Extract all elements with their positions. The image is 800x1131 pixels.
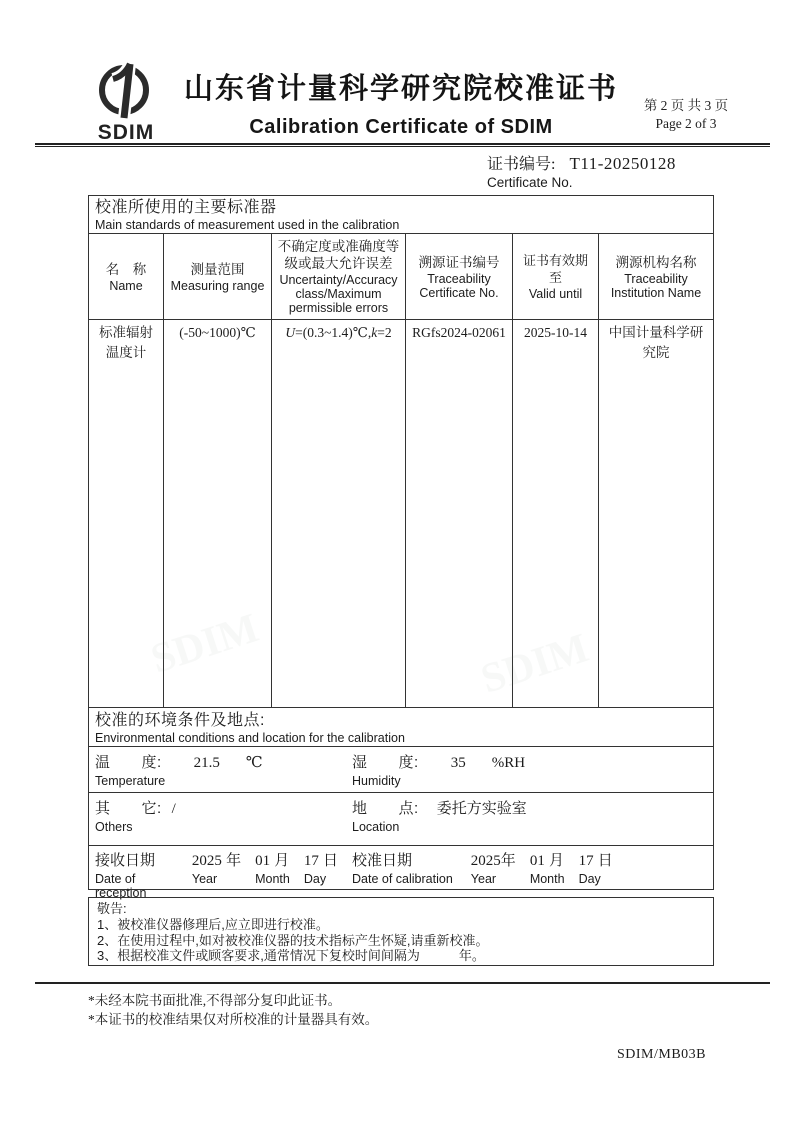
reception-day: 17	[303, 853, 319, 869]
cell-traceability-no: RGfs2024-02061	[405, 320, 512, 707]
main-table	[88, 195, 714, 900]
page-number-en: Page 2 of 3	[655, 116, 717, 131]
column-header-range: 测量范围 Measuring range	[163, 234, 271, 319]
notice-item-3: 3、根据校准文件或顾客要求,通常情况下复校时间间隔为 年。	[97, 948, 485, 964]
notice-item-1: 1、被校准仪器修理后,应立即进行校准。	[97, 916, 329, 932]
footer-divider	[35, 982, 770, 984]
standards-title-cn: 校准所使用的主要标准器	[95, 199, 277, 216]
temperature-humidity-row	[89, 746, 713, 792]
standards-section-title	[89, 196, 713, 233]
temperature-value: 21.5	[193, 755, 220, 771]
document-title-block	[176, 66, 626, 139]
standards-title-en: Main standards of measurement used in the calibration	[95, 218, 400, 232]
others-value: /	[171, 801, 176, 817]
cell-valid-until: 2025-10-14	[512, 320, 598, 707]
reception-year: 2025	[191, 853, 222, 869]
calibration-day: 17	[578, 853, 594, 869]
footnotes	[88, 991, 378, 1029]
column-header-name: 名 称 Name	[105, 261, 147, 293]
humidity-value: 35	[450, 755, 466, 771]
column-header-traceability-no: 溯源证书编号 Traceability Certificate No.	[405, 234, 512, 319]
page-number	[628, 97, 744, 133]
form-code: SDIM/MB03B	[617, 1047, 707, 1062]
standards-data-row	[89, 319, 713, 707]
others-field: 其 它: / Others	[95, 800, 176, 834]
dates-row	[89, 845, 713, 900]
cell-uncertainty: U=(0.3~1.4)℃,k=2	[271, 320, 405, 707]
cell-measuring-range: (-50~1000)℃	[163, 320, 271, 707]
environment-section-title	[89, 707, 713, 746]
date-of-reception: 接收日期 Date of reception 2025 年 Year 01 月 Month 17 日 Day	[95, 852, 339, 900]
footnote-1: *未经本院书面批准,不得部分复印此证书。	[88, 993, 342, 1008]
temperature-field: 温 度: 21.5 ℃ Temperature	[95, 754, 263, 788]
location-field: 地 点: 委托方实验室 Location	[352, 797, 707, 845]
humidity-field: 湿 度: 35 %RH Humidity	[352, 754, 526, 788]
logo-text: SDIM	[97, 121, 155, 144]
calibration-month: 01	[529, 853, 545, 869]
temperature-unit: ℃	[245, 755, 263, 771]
sdim-logo-icon	[93, 62, 159, 120]
notice-title: 敬告:	[97, 901, 127, 916]
column-header-uncertainty: 不确定度或准确度等级或最大允许误差 Uncertainty/Accuracy class/Maximum permissible errors	[271, 234, 405, 319]
header-divider	[35, 143, 770, 147]
notice-box	[88, 897, 714, 966]
cell-standard-name: 标准辐射温度计	[99, 325, 153, 360]
footnote-2: *本证书的校准结果仅对所校准的计量器具有效。	[88, 1012, 379, 1027]
notice-item-2: 2、在使用过程中,如对被校准仪器的技术指标产生怀疑,请重新校准。	[97, 932, 489, 948]
column-header-institution: 溯源机构名称 Traceability Institution Name	[598, 234, 713, 319]
certificate-number-block	[487, 151, 676, 190]
standards-header-row	[89, 233, 713, 319]
environment-title-en: Environmental conditions and location for the calibration	[95, 731, 405, 745]
certificate-number-label-en: Certificate No.	[487, 175, 573, 190]
calibration-year: 2025	[470, 853, 501, 869]
others-location-row	[89, 792, 713, 845]
title-chinese: 山东省计量科学研究院校准证书	[183, 73, 618, 105]
cell-institution: 中国计量科学研究院	[598, 320, 713, 707]
column-header-valid-until: 证书有效期至 Valid until	[512, 234, 598, 319]
date-of-calibration: 校准日期 Date of calibration 2025年 Year 01 月 Month 17 日 Day	[352, 852, 613, 886]
certificate-number-value: T11-20250128	[569, 154, 676, 173]
certificate-number-label-cn: 证书编号:	[487, 156, 556, 173]
reception-month: 01	[255, 853, 271, 869]
humidity-unit: %RH	[491, 755, 526, 771]
page-number-cn: 第 2 页 共 3 页	[643, 98, 729, 113]
sdim-logo	[84, 62, 168, 145]
location-value: 委托方实验室	[436, 801, 527, 817]
environment-title-cn: 校准的环境条件及地点:	[95, 712, 265, 729]
title-english: Calibration Certificate of SDIM	[249, 116, 553, 138]
